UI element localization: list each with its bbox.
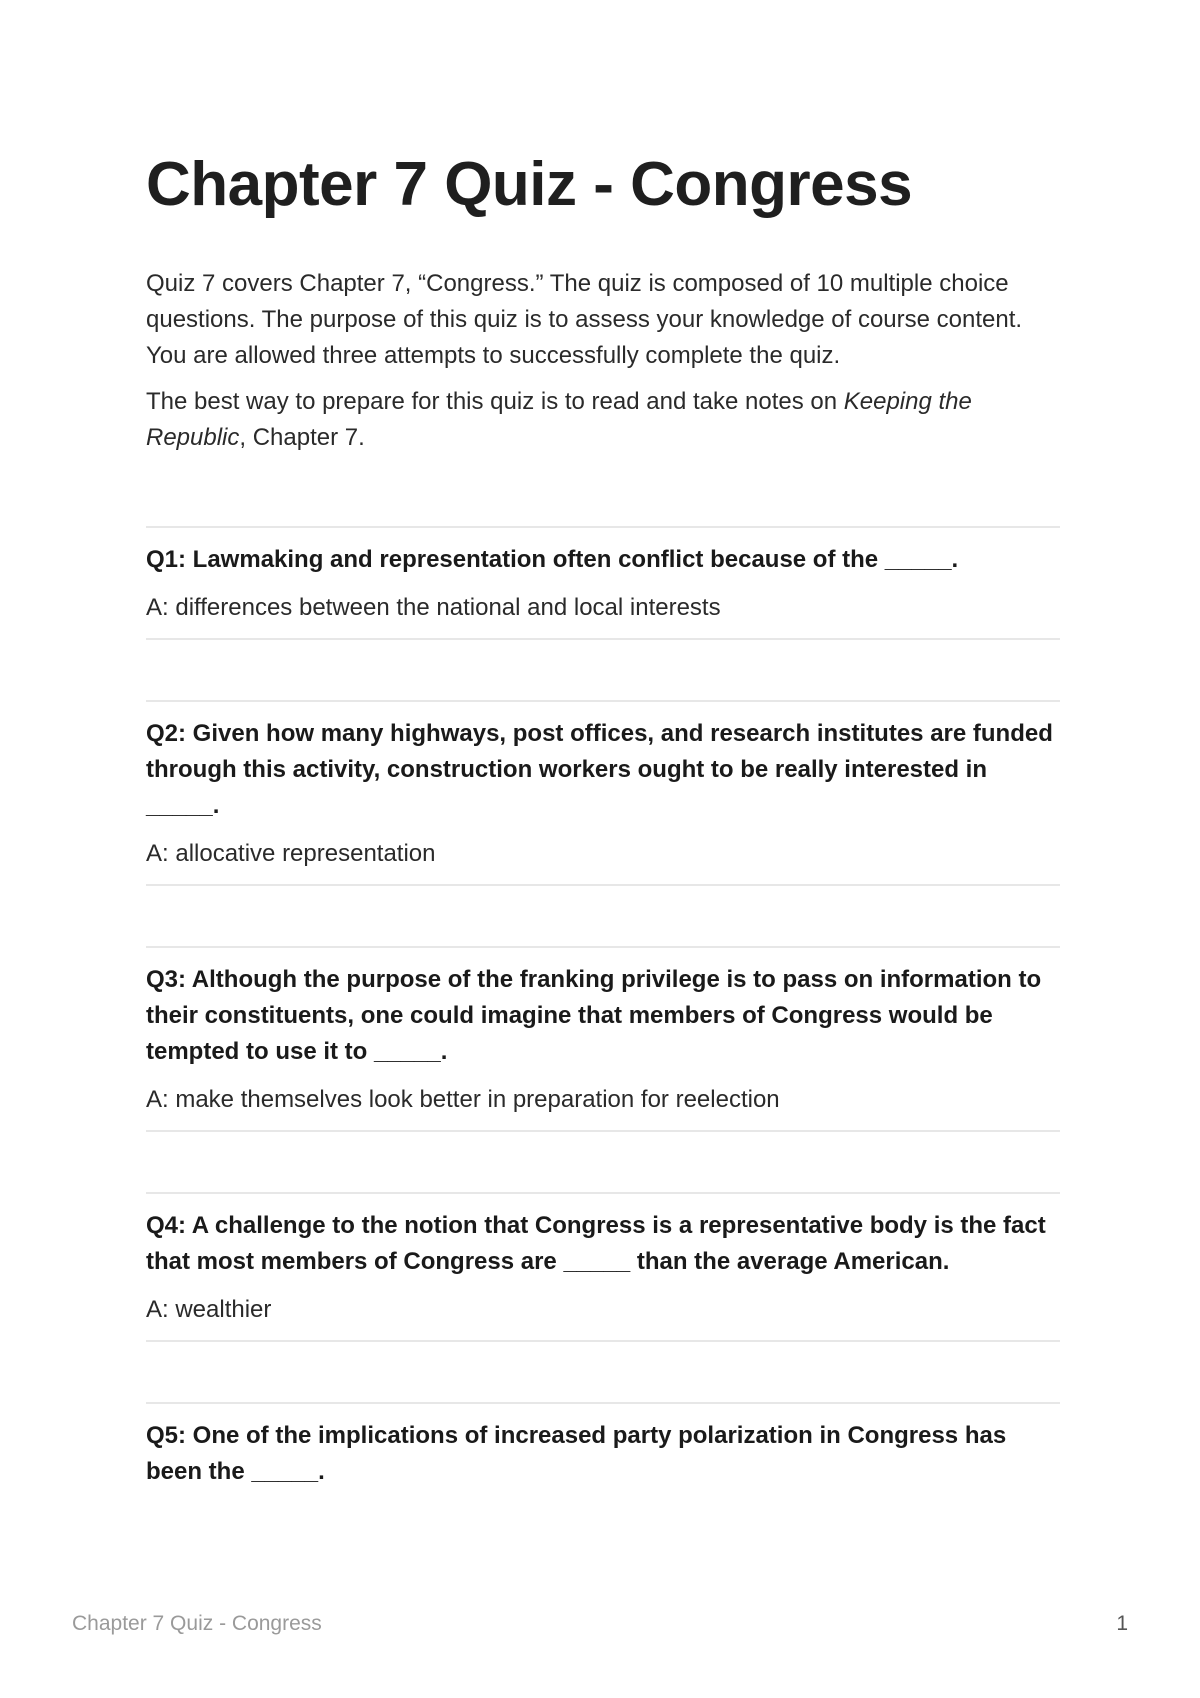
book-title: Keeping the Republic <box>146 388 972 452</box>
answer-text: A: allocative representation <box>146 840 436 868</box>
page-content <box>146 130 1060 1502</box>
question-text: Q5: One of the implications of increased party polarization in Congress has been the _____. <box>146 1422 1007 1486</box>
page-footer <box>72 1612 1128 1636</box>
answer-text: A: make themselves look better in preparation for reelection <box>146 1086 780 1114</box>
question-text: Q2: Given how many highways, post offices, and research institutes are funded through this activity, construction workers ought to be really interested in _____. <box>146 720 1053 820</box>
question-block-3 <box>146 946 1060 1132</box>
question-text: Q1: Lawmaking and representation often conflict because of the _____. <box>146 546 959 574</box>
question-block-2 <box>146 700 1060 886</box>
intro-paragraph: Quiz 7 covers Chapter 7, “Congress.” The quiz is composed of 10 multiple choice questions. The purpose of this quiz is to assess your knowledge of course content. You are allowed three attempts to successfully complete the quiz. <box>146 270 1023 370</box>
prep-paragraph <box>146 384 1060 456</box>
answer-text: A: differences between the national and local interests <box>146 594 721 622</box>
page-title: Chapter 7 Quiz - Congress <box>146 150 913 219</box>
question-text: Q4: A challenge to the notion that Congress is a representative body is the fact that most members of Congress are _____ than the average American. <box>146 1212 1046 1276</box>
page-number: 1 <box>1116 1612 1128 1635</box>
footer-doc-title: Chapter 7 Quiz - Congress <box>72 1612 322 1635</box>
question-block-1 <box>146 526 1060 640</box>
prep-text-end: , Chapter 7. <box>239 424 365 452</box>
question-text: Q3: Although the purpose of the franking privilege is to pass on information to their constituents, one could imagine that members of Congress would be tempted to use it to _____. <box>146 966 1042 1066</box>
question-block-5 <box>146 1402 1060 1502</box>
question-block-4 <box>146 1192 1060 1342</box>
answer-text: A: wealthier <box>146 1296 272 1324</box>
prep-text: The best way to prepare for this quiz is to read and take notes on <box>146 388 844 416</box>
